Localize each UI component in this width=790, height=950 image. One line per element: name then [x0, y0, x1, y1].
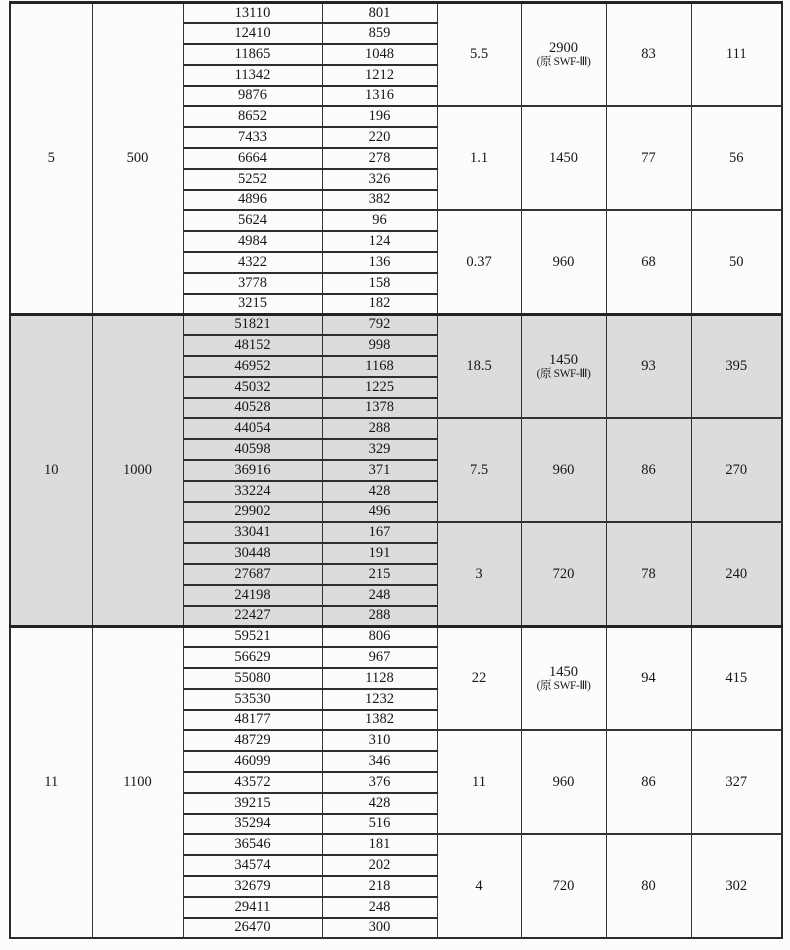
- weight-cell: 395: [691, 314, 782, 418]
- pressure-cell: 1225: [322, 377, 437, 398]
- flow-cell: 48177: [183, 710, 322, 731]
- flow-cell: 29411: [183, 897, 322, 918]
- pressure-cell: 96: [322, 210, 437, 231]
- flow-cell: 5252: [183, 169, 322, 190]
- flow-cell: 3778: [183, 273, 322, 294]
- pressure-cell: 346: [322, 751, 437, 772]
- flow-cell: 53530: [183, 689, 322, 710]
- table-row: [10, 3, 782, 24]
- flow-cell: 11342: [183, 65, 322, 86]
- flow-cell: 4896: [183, 190, 322, 211]
- flow-cell: 55080: [183, 668, 322, 689]
- efficiency-cell: 77: [606, 106, 691, 210]
- flow-cell: 43572: [183, 772, 322, 793]
- speed-cell: [521, 522, 606, 626]
- pressure-cell: 191: [322, 543, 437, 564]
- flow-cell: 34574: [183, 855, 322, 876]
- speed-cell: [521, 730, 606, 834]
- pressure-cell: 428: [322, 793, 437, 814]
- flow-cell: 8652: [183, 106, 322, 127]
- flow-cell: 48729: [183, 730, 322, 751]
- flow-cell: 12410: [183, 23, 322, 44]
- pressure-cell: 300: [322, 918, 437, 939]
- flow-cell: 9876: [183, 86, 322, 107]
- pressure-cell: 278: [322, 148, 437, 169]
- flow-cell: 6664: [183, 148, 322, 169]
- power-cell: 18.5: [437, 314, 521, 418]
- pressure-cell: 136: [322, 252, 437, 273]
- pressure-cell: 1128: [322, 668, 437, 689]
- speed-note: (原 SWF-Ⅲ): [536, 368, 591, 381]
- pressure-cell: 1382: [322, 710, 437, 731]
- pressure-cell: 196: [322, 106, 437, 127]
- pressure-cell: 158: [322, 273, 437, 294]
- weight-cell: 327: [691, 730, 782, 834]
- pressure-cell: 124: [322, 231, 437, 252]
- flow-cell: 35294: [183, 814, 322, 835]
- pressure-cell: 859: [322, 23, 437, 44]
- power-cell: 0.37: [437, 210, 521, 314]
- speed-value: 1450: [549, 352, 578, 369]
- pressure-cell: 310: [322, 730, 437, 751]
- efficiency-cell: 68: [606, 210, 691, 314]
- flow-cell: 44054: [183, 418, 322, 439]
- spec-table-body: [10, 3, 782, 939]
- flow-cell: 29902: [183, 502, 322, 523]
- weight-cell: 415: [691, 626, 782, 730]
- weight-cell: 56: [691, 106, 782, 210]
- speed-value: 720: [552, 565, 575, 582]
- pressure-cell: 382: [322, 190, 437, 211]
- pressure-cell: 202: [322, 855, 437, 876]
- speed-value: 2900: [549, 40, 578, 57]
- table-row: [10, 314, 782, 335]
- speed-cell: [521, 626, 606, 730]
- speed-value: 960: [552, 773, 575, 790]
- power-cell: 3: [437, 522, 521, 626]
- flow-cell: 24198: [183, 585, 322, 606]
- speed-value: 720: [552, 877, 575, 894]
- power-cell: 4: [437, 834, 521, 938]
- efficiency-cell: 86: [606, 418, 691, 522]
- size-cell: 1100: [92, 626, 183, 938]
- pressure-cell: 496: [322, 502, 437, 523]
- pressure-cell: 1232: [322, 689, 437, 710]
- weight-cell: 111: [691, 3, 782, 107]
- pressure-cell: 792: [322, 314, 437, 335]
- power-cell: 11: [437, 730, 521, 834]
- flow-cell: 7433: [183, 127, 322, 148]
- flow-cell: 22427: [183, 606, 322, 627]
- pressure-cell: 215: [322, 564, 437, 585]
- pressure-cell: 371: [322, 460, 437, 481]
- speed-value: 1450: [549, 664, 578, 680]
- speed-cell: [521, 834, 606, 938]
- pressure-cell: 218: [322, 876, 437, 897]
- weight-cell: 270: [691, 418, 782, 522]
- model-cell: 10: [10, 314, 92, 626]
- flow-cell: 27687: [183, 564, 322, 585]
- pressure-cell: 1168: [322, 356, 437, 377]
- fan-spec-table: [9, 1, 783, 939]
- flow-cell: 40598: [183, 439, 322, 460]
- pressure-cell: 1316: [322, 86, 437, 107]
- efficiency-cell: 83: [606, 3, 691, 107]
- pressure-cell: 182: [322, 294, 437, 315]
- speed-cell: [521, 3, 606, 107]
- power-cell: 22: [437, 626, 521, 730]
- speed-value: 960: [552, 461, 575, 478]
- flow-cell: 45032: [183, 377, 322, 398]
- model-cell: 11: [10, 626, 92, 938]
- pressure-cell: 288: [322, 418, 437, 439]
- flow-cell: 32679: [183, 876, 322, 897]
- flow-cell: 36916: [183, 460, 322, 481]
- flow-cell: 3215: [183, 294, 322, 315]
- flow-cell: 51821: [183, 314, 322, 335]
- weight-cell: 302: [691, 834, 782, 938]
- flow-cell: 46952: [183, 356, 322, 377]
- flow-cell: 46099: [183, 751, 322, 772]
- speed-note: (原 SWF-Ⅲ): [536, 680, 591, 693]
- speed-note: (原 SWF-Ⅲ): [536, 56, 591, 69]
- flow-cell: 56629: [183, 647, 322, 668]
- speed-value: 1450: [549, 149, 578, 166]
- pressure-cell: 326: [322, 169, 437, 190]
- efficiency-cell: 78: [606, 522, 691, 626]
- weight-cell: 50: [691, 210, 782, 314]
- speed-cell: [521, 210, 606, 314]
- pressure-cell: 806: [322, 626, 437, 647]
- pressure-cell: 248: [322, 897, 437, 918]
- pressure-cell: 220: [322, 127, 437, 148]
- flow-cell: 30448: [183, 543, 322, 564]
- power-cell: 5.5: [437, 3, 521, 107]
- pressure-cell: 516: [322, 814, 437, 835]
- speed-cell: [521, 418, 606, 522]
- speed-cell: [521, 106, 606, 210]
- flow-cell: 4984: [183, 231, 322, 252]
- flow-cell: 4322: [183, 252, 322, 273]
- flow-cell: 48152: [183, 335, 322, 356]
- flow-cell: 40528: [183, 398, 322, 419]
- pressure-cell: 1048: [322, 44, 437, 65]
- model-cell: 5: [10, 3, 92, 315]
- efficiency-cell: 80: [606, 834, 691, 938]
- efficiency-cell: 94: [606, 626, 691, 730]
- efficiency-cell: 86: [606, 730, 691, 834]
- weight-cell: 240: [691, 522, 782, 626]
- table-row: [10, 626, 782, 647]
- speed-cell: [521, 314, 606, 418]
- power-cell: 7.5: [437, 418, 521, 522]
- pressure-cell: 376: [322, 772, 437, 793]
- pressure-cell: 288: [322, 606, 437, 627]
- size-cell: 500: [92, 3, 183, 315]
- flow-cell: 11865: [183, 44, 322, 65]
- size-cell: 1000: [92, 314, 183, 626]
- pressure-cell: 1378: [322, 398, 437, 419]
- flow-cell: 36546: [183, 834, 322, 855]
- pressure-cell: 967: [322, 647, 437, 668]
- pressure-cell: 248: [322, 585, 437, 606]
- flow-cell: 26470: [183, 918, 322, 939]
- pressure-cell: 167: [322, 522, 437, 543]
- pressure-cell: 1212: [322, 65, 437, 86]
- pressure-cell: 801: [322, 3, 437, 24]
- speed-value: 960: [552, 253, 575, 270]
- flow-cell: 33224: [183, 481, 322, 502]
- pressure-cell: 181: [322, 834, 437, 855]
- pressure-cell: 428: [322, 481, 437, 502]
- flow-cell: 59521: [183, 626, 322, 647]
- power-cell: 1.1: [437, 106, 521, 210]
- flow-cell: 5624: [183, 210, 322, 231]
- flow-cell: 33041: [183, 522, 322, 543]
- pressure-cell: 329: [322, 439, 437, 460]
- pressure-cell: 998: [322, 335, 437, 356]
- efficiency-cell: 93: [606, 314, 691, 418]
- flow-cell: 13110: [183, 3, 322, 24]
- flow-cell: 39215: [183, 793, 322, 814]
